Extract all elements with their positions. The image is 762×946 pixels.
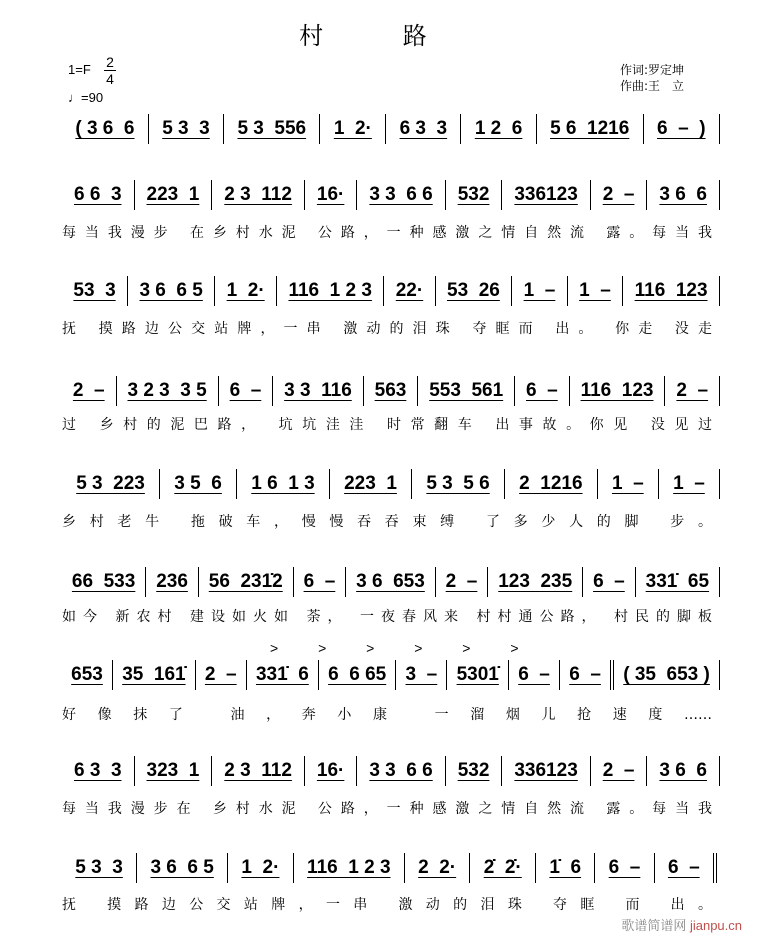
measure: 1 6 1 3 bbox=[236, 469, 329, 499]
lyrics-line: 每当我漫步在 乡村水泥 公路，一种感激之情自然流 露。每当我 bbox=[62, 801, 712, 817]
key-signature: 1=F bbox=[68, 62, 91, 77]
measure: 3 – bbox=[395, 660, 446, 690]
time-signature-bottom: 4 bbox=[106, 71, 114, 87]
barline bbox=[719, 567, 720, 597]
score-title: 村 路 bbox=[299, 22, 463, 50]
watermark-cn: 歌谱简谱网 bbox=[621, 918, 687, 933]
staff-line bbox=[62, 567, 720, 597]
measure: 6 3 3 bbox=[385, 114, 460, 144]
measure: ( 35 653 ) bbox=[610, 660, 719, 690]
measure: 223 1 bbox=[134, 180, 212, 210]
measure: 5 3 223 bbox=[76, 473, 145, 494]
measure: 123 235 bbox=[487, 567, 582, 597]
composer: 作曲:王 立 bbox=[620, 79, 685, 93]
lyrics-line: 乡村老牛 拖破车，慢慢吞吞束缚 了多少人的脚 步。 bbox=[62, 514, 712, 530]
staff-line bbox=[62, 660, 720, 690]
measure: 1 – bbox=[597, 469, 658, 499]
measure: 3 3 6 6 bbox=[356, 180, 444, 210]
measure: 6 – bbox=[594, 853, 653, 883]
staff-line bbox=[62, 469, 720, 499]
measure: 53 3 bbox=[73, 280, 116, 301]
watermark-en: jianpu.cn bbox=[689, 918, 742, 933]
measure: 3 6 6 5 bbox=[136, 853, 227, 883]
measure: 6 – bbox=[514, 376, 569, 406]
measure: 3 6 653 bbox=[345, 567, 435, 597]
measure: 553 561 bbox=[417, 376, 514, 406]
measure: 532 bbox=[445, 180, 502, 210]
measure: 116 1 2 3 bbox=[276, 276, 383, 306]
barline bbox=[719, 180, 720, 210]
measure: 2 – bbox=[590, 180, 647, 210]
measure: 2 2· bbox=[404, 853, 470, 883]
accent-marks: > > > > > > bbox=[270, 640, 537, 656]
measure: 56 231̇2 bbox=[198, 567, 293, 597]
measure: 3 2 3 3 5 bbox=[116, 376, 218, 406]
measure: 2 1216 bbox=[504, 469, 597, 499]
time-signature-top: 2 bbox=[106, 54, 114, 70]
measure: 6 – bbox=[559, 660, 610, 690]
measure: 3 6 6 5 bbox=[127, 276, 214, 306]
barline bbox=[719, 376, 720, 406]
measure: 336123 bbox=[501, 756, 589, 786]
measure: 2 3 112 bbox=[211, 756, 304, 786]
measure: 653 bbox=[71, 664, 103, 685]
measure: 16· bbox=[304, 756, 356, 786]
measure: 22· bbox=[383, 276, 434, 306]
measure: 3 6 6 bbox=[646, 756, 719, 786]
measure: 2 – bbox=[664, 376, 719, 406]
measure: 1 2· bbox=[214, 276, 276, 306]
measure: 5 3 3 bbox=[75, 857, 123, 878]
measure: 6 – bbox=[654, 853, 713, 883]
measure: 2 3 112 bbox=[211, 180, 304, 210]
barline bbox=[719, 276, 720, 306]
credits bbox=[620, 62, 684, 94]
measure: 6 – bbox=[218, 376, 273, 406]
staff-line bbox=[62, 853, 720, 883]
barline bbox=[719, 756, 720, 786]
measure: 35 161̇ bbox=[112, 660, 195, 690]
measure: ( 3 6 6 bbox=[75, 118, 135, 139]
measure: 5 3 5 6 bbox=[411, 469, 504, 499]
measure: 1 – bbox=[567, 276, 623, 306]
measure: 5 3 3 bbox=[148, 114, 223, 144]
measure: 2 – bbox=[195, 660, 246, 690]
measure: 236 bbox=[145, 567, 198, 597]
measure: 6 6 65 bbox=[318, 660, 395, 690]
lyrics-line: 每当我漫步 在乡村水泥 公路，一种感激之情自然流 露。每当我 bbox=[62, 225, 712, 241]
measure: 2̇ 2̇· bbox=[469, 853, 535, 883]
barline bbox=[713, 853, 720, 883]
measure: 116 123 bbox=[622, 276, 719, 306]
measure: 53 26 bbox=[435, 276, 512, 306]
measure: 3 6 6 bbox=[646, 180, 719, 210]
lyrics-line: 如今 新农村 建设如火如 荼， 一夜春风来 村村通公路， 村民的脚板 bbox=[62, 609, 712, 625]
measure: 331̇ 6 bbox=[246, 660, 318, 690]
measure: 16· bbox=[304, 180, 356, 210]
measure: 6 – bbox=[582, 567, 635, 597]
measure: 116 1 2 3 bbox=[293, 853, 404, 883]
tempo-marking: ♩=90 bbox=[68, 90, 104, 105]
lyrics-line: 抚 摸路边公交站牌，一串 激动的泪珠 夺眶而 出。 你走 没走 bbox=[62, 321, 712, 337]
measure: 2 – bbox=[72, 380, 105, 401]
measure: 1̇ 6 bbox=[535, 853, 594, 883]
staff-line bbox=[62, 180, 720, 210]
measure: 1 2· bbox=[319, 114, 385, 144]
staff-line bbox=[62, 114, 720, 144]
measure: 5301̇ bbox=[446, 660, 508, 690]
time-signature bbox=[104, 54, 116, 87]
measure: 2 – bbox=[590, 756, 647, 786]
watermark bbox=[621, 915, 742, 934]
measure: 6 – bbox=[293, 567, 346, 597]
measure: 3 3 116 bbox=[272, 376, 362, 406]
measure: 223 1 bbox=[329, 469, 411, 499]
staff-line bbox=[62, 376, 720, 406]
lyricist: 作词:罗定坤 bbox=[620, 63, 685, 77]
measure: 336123 bbox=[501, 180, 589, 210]
barline bbox=[719, 469, 720, 499]
measure: 6 6 3 bbox=[73, 184, 122, 205]
measure: 66 533 bbox=[71, 571, 136, 592]
lyrics-line: 抚 摸路边公交站牌，一串 激动的泪珠 夺眶 而 出。 bbox=[62, 897, 712, 913]
barline bbox=[719, 660, 720, 690]
measure: 2 – bbox=[435, 567, 488, 597]
measure: 1 2 6 bbox=[460, 114, 535, 144]
measure: 331̇ 65 bbox=[635, 567, 719, 597]
measure: 1 – bbox=[511, 276, 567, 306]
measure: 116 123 bbox=[569, 376, 665, 406]
measure: 3 3 6 6 bbox=[356, 756, 444, 786]
measure: 1 2· bbox=[227, 853, 293, 883]
measure: 323 1 bbox=[134, 756, 212, 786]
measure: 5 6 1216 bbox=[536, 114, 643, 144]
measure: 563 bbox=[363, 376, 418, 406]
measure: 532 bbox=[445, 756, 502, 786]
lyrics-line: 好像抹了 油，奔小康 一溜烟儿抢速度…… bbox=[62, 707, 712, 723]
measure: 1 – bbox=[658, 469, 719, 499]
measure: 6 – bbox=[508, 660, 559, 690]
staff-line bbox=[62, 276, 720, 306]
measure: 3 5 6 bbox=[159, 469, 236, 499]
barline bbox=[719, 114, 720, 144]
measure: 6 – ) bbox=[643, 114, 719, 144]
lyrics-line: 过 乡村的泥巴路， 坑坑洼洼 时常翻车 出事故。你见 没见过 bbox=[62, 417, 712, 433]
staff-line bbox=[62, 756, 720, 786]
measure: 6 3 3 bbox=[73, 760, 122, 781]
measure: 5 3 556 bbox=[223, 114, 319, 144]
